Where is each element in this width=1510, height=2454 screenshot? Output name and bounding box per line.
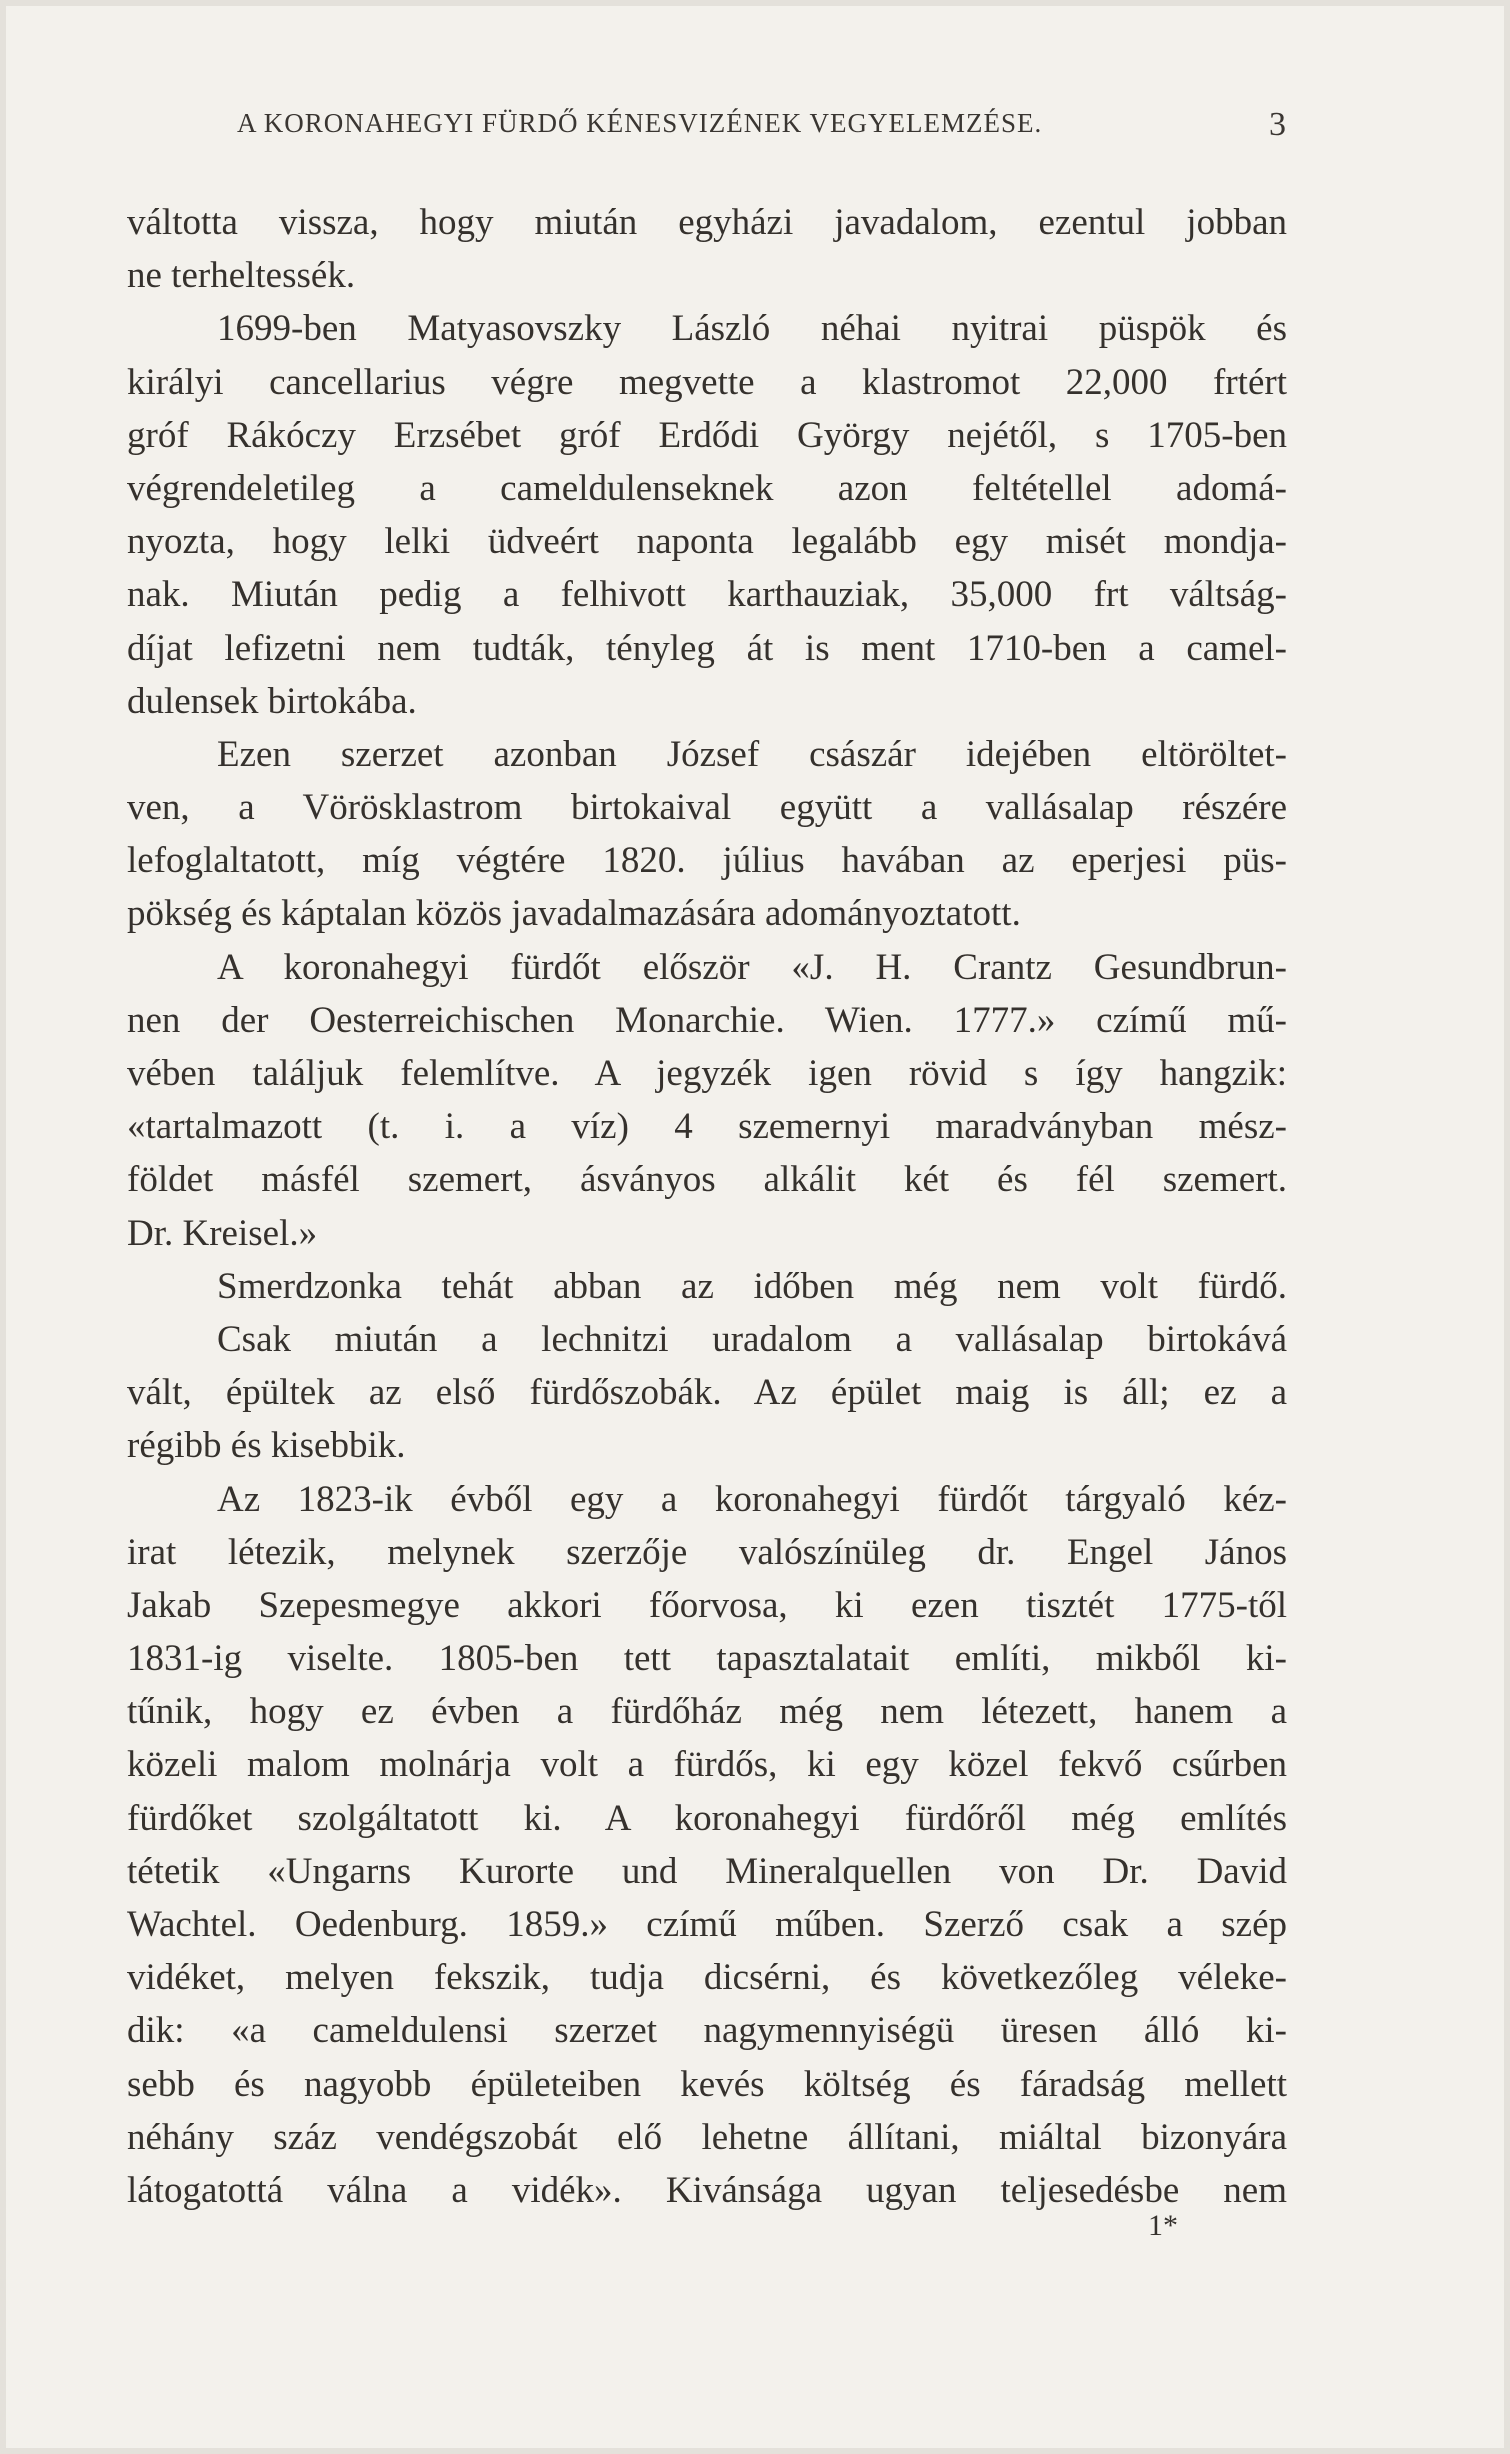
text-line: földet másfél szemert, ásványos alkálit két és fél szemert.	[127, 1159, 1287, 1201]
text-line: ne terheltessék.	[127, 255, 356, 297]
text-line: Smerdzonka tehát abban az időben még nem volt fürdő.	[217, 1265, 1287, 1307]
page-number: 3	[1269, 106, 1287, 143]
text-line: ven, a Vörösklastrom birtokaival együtt a vallásalap részére	[127, 787, 1287, 829]
text-line: Ezen szerzet azonban József császár idejében eltöröltet-	[217, 733, 1287, 775]
text-line: fürdőket szolgáltatott ki. A koronahegyi fürdőről még említés	[127, 1797, 1287, 1839]
text-line: lefoglaltatott, míg végtére 1820. július havában az eperjesi püs-	[127, 840, 1287, 882]
text-line: sebb és nagyobb épületeiben kevés költség és fáradság mellett	[127, 2063, 1287, 2105]
text-line: irat létezik, melynek szerzője valószínüleg dr. Engel János	[127, 1531, 1287, 1573]
text-line: pökség és káptalan közös javadalmazására adományoztatott.	[127, 893, 1021, 935]
text-line: néhány száz vendégszobát elő lehetne állítani, miáltal bizonyára	[127, 2116, 1287, 2158]
text-line: Wachtel. Oedenburg. 1859.» czímű műben. Szerző csak a szép	[127, 1904, 1287, 1945]
running-title: A KORONAHEGYI FÜRDŐ KÉNESVIZÉNEK VEGYELEMZÉSE.	[237, 108, 1043, 138]
text-line: látogatottá válna a vidék». Kivánsága ugyan teljesedésbe nem	[127, 2169, 1287, 2211]
page-header	[127, 108, 1287, 148]
text-line: 1831-ig viselte. 1805-ben tett tapasztalatait említi, mikből ki-	[127, 1638, 1287, 1680]
text-line: Az 1823-ik évből egy a koronahegyi fürdőt tárgyaló kéz-	[217, 1478, 1287, 1520]
text-line: nyozta, hogy lelki üdveért naponta legalább egy misét mondja-	[127, 521, 1287, 563]
text-line: díjat lefizetni nem tudták, tényleg át is ment 1710-ben a camel-	[127, 627, 1287, 669]
text-line: gróf Rákóczy Erzsébet gróf Erdődi György nejétől, s 1705-ben	[127, 414, 1287, 456]
text-line: Jakab Szepesmegye akkori főorvosa, ki ezen tisztét 1775-től	[127, 1584, 1287, 1626]
text-line: váltotta vissza, hogy miután egyházi javadalom, ezentul jobban	[127, 202, 1287, 243]
text-line: tűnik, hogy ez évben a fürdőház még nem létezett, hanem a	[127, 1691, 1287, 1733]
text-line: vidéket, melyen fekszik, tudja dicsérni, és következőleg véleke-	[127, 1957, 1287, 1999]
text-line: Dr. Kreisel.»	[127, 1212, 318, 1254]
text-line: «tartalmazott (t. i. a víz) 4 szemernyi maradványban mész-	[127, 1106, 1287, 1148]
text-line: vében találjuk felemlítve. A jegyzék igen rövid s így hangzik:	[127, 1053, 1287, 1094]
text-line: királyi cancellarius végre megvette a klastromot 22,000 frtért	[127, 361, 1287, 403]
text-line: 1699-ben Matyasovszky László néhai nyitrai püspök és	[217, 308, 1287, 350]
text-line: nen der Oesterreichischen Monarchie. Wien. 1777.» czímű mű-	[127, 999, 1287, 1041]
text-line: nak. Miután pedig a felhivott karthauziak, 35,000 frt váltság-	[127, 574, 1287, 616]
text-line: A koronahegyi fürdőt először «J. H. Crantz Gesundbrun-	[217, 946, 1287, 988]
text-line: tétetik «Ungarns Kurorte und Mineralquellen von Dr. David	[127, 1850, 1287, 1892]
text-line: vált, épültek az első fürdőszobák. Az épület maig is áll; ez a	[127, 1372, 1287, 1414]
text-line: dik: «a cameldulensi szerzet nagymennyiségü üresen álló ki-	[127, 2010, 1287, 2052]
body-text	[127, 196, 1287, 2217]
text-line: régibb és kisebbik.	[127, 1425, 406, 1467]
signature-mark: 1*	[1148, 2209, 1178, 2242]
text-line: Csak miután a lechnitzi uradalom a vallásalap birtokává	[217, 1318, 1287, 1360]
text-line: közeli malom molnárja volt a fürdős, ki egy közel fekvő csűrben	[127, 1744, 1287, 1786]
text-line: végrendeletileg a cameldulenseknek azon feltétellel adomá-	[127, 467, 1287, 509]
text-line: dulensek birtokába.	[127, 680, 417, 722]
